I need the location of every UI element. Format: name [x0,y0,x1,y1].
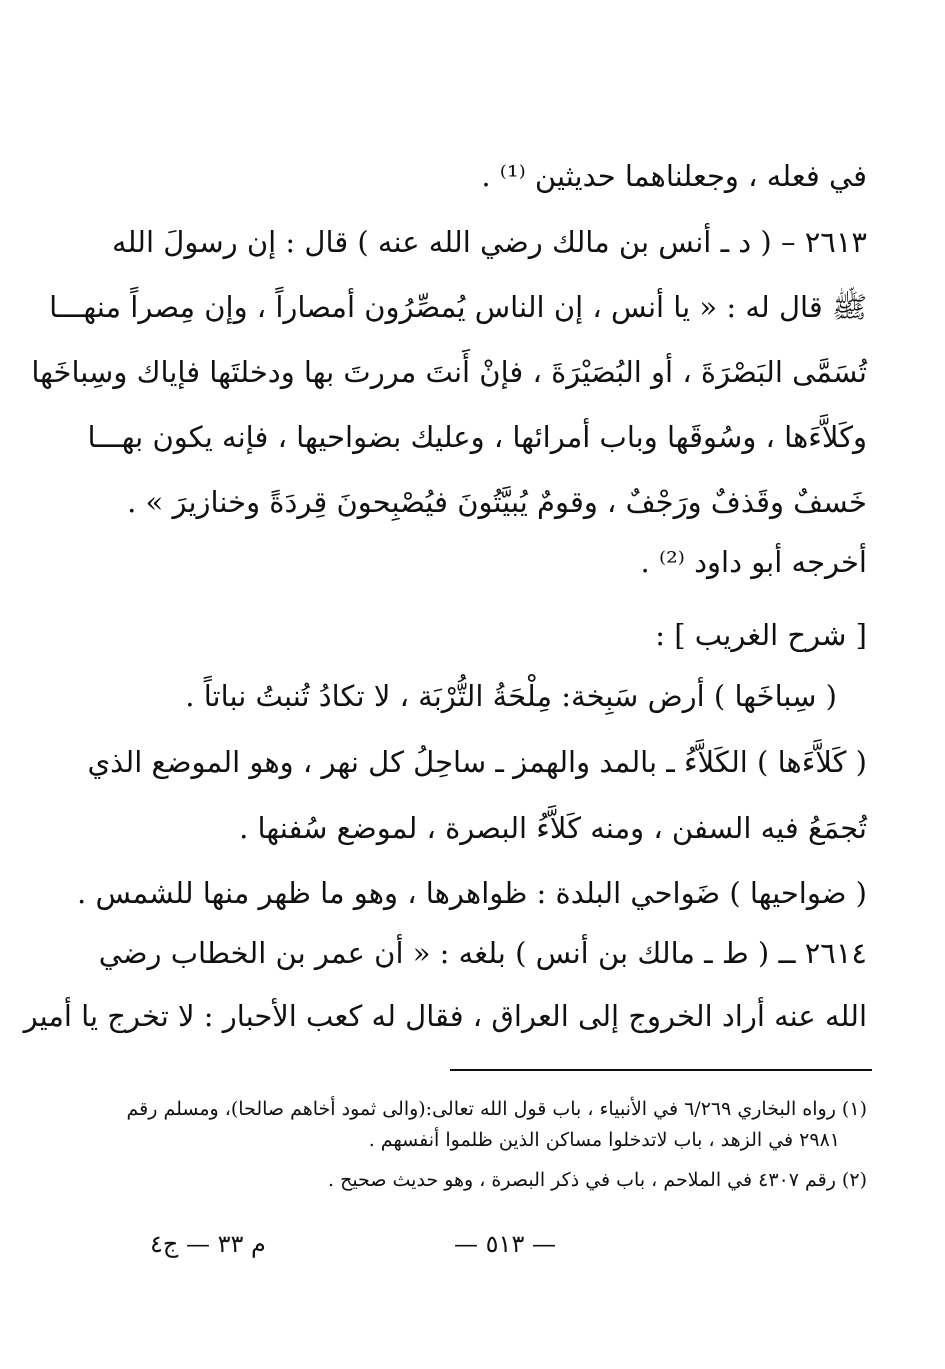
gharib-entry-dawahi: ( ضواحيها ) ضَواحي البلدة : ظواهرها ، وهو ما ظهر منها للشمس . [77,876,867,910]
text-line-5: وكَلاَّءَها ، وسُوقَها وباب أمرائها ، وعليك بضواحيها ، فإنه يكون بهـــا [87,420,867,454]
gharib-entry-kalla: ( كَلاَّءَها ) الكَلاَّءُ ـ بالمد والهمز ـ ساحِلُ كل نهر ، وهو الموضع الذي [87,745,867,779]
text-line-4: تُسَمَّى البَصْرَةَ ، أو البُصَيْرَةَ ، فإنْ أَنتَ مررتَ بها ودخلتَها فإياك وسِباخَها [31,355,867,389]
footnote-divider [450,1069,872,1071]
gharib-entry-sibakh: ( سِباخَها ) أرض سَبِخة: مِلْحَةُ التُّرْبَة ، لا تكادُ تُنبتُ نباتاً . [185,679,837,713]
text-line-1: في فعله ، وجعلناهما حديثين ⁽¹⁾ . [481,159,867,193]
signature-mark: م ٣٣ — ج٤ [150,1230,266,1258]
gharib-heading: [ شرح الغريب ] : [655,618,867,652]
text-line-6: خَسفٌ وقَذفٌ ورَجْفٌ ، وقومٌ يُبيَّتُونَ فيُصْبِحونَ قِردَةً وخنازيرَ » . [127,485,867,519]
text-line-11: تُجمَعُ فيه السفن ، ومنه كَلاَّءُ البصرة ، لموضع سُفنها . [239,811,867,845]
source-line: أخرجه أبو داود ⁽²⁾ . [640,545,867,579]
hadith-2613-heading: ٢٦١٣ – ( د ـ أنس بن مالك رضي الله عنه ) قال : إن رسولَ الله [112,225,867,259]
page-number: — ٥١٣ — [454,1230,556,1258]
text-line-14: الله عنه أراد الخروج إلى العراق ، فقال له كعب الأحبار : لا تخرج يا أمير [23,999,867,1033]
footnote-1: (١) رواه البخاري ٦/٢٦٩ في الأنبياء ، باب قول الله تعالى:(والى ثمود أخاهم صالحا)، ومسلم رقم [126,1098,867,1120]
hadith-2614-heading: ٢٦١٤ ــ ( ط ـ مالك بن أنس ) بلغه : « أن عمر بن الخطاب رضي [98,936,867,970]
footnote-2: (٢) رقم ٤٣٠٧ في الملاحم ، باب في ذكر البصرة ، وهو حديث صحيح . [327,1169,867,1191]
text-line-3: ﷺ قال له : « يا أنس ، إن الناس يُمصِّرُون أمصاراً ، وإن مِصراً منهـــا [49,290,867,324]
footnote-1-continued: ٢٩٨١ في الزهد ، باب لاتدخلوا مساكن الذين ظلموا أنفسهم . [368,1129,840,1151]
